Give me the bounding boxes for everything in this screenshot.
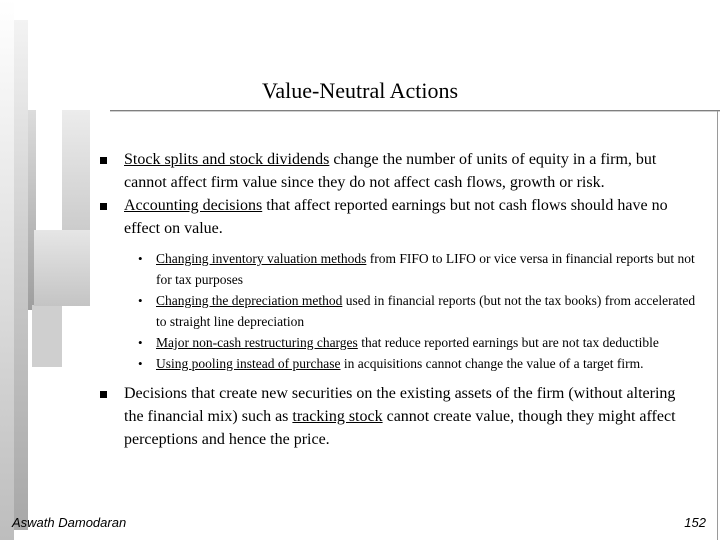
footer-author: Aswath Damodaran xyxy=(12,515,127,530)
right-border-line xyxy=(717,111,718,540)
side-bar-shade xyxy=(34,230,90,306)
side-bar-shade xyxy=(32,305,62,367)
bullet-text: that affect reported earnings but not cash flows should have no effect on value. xyxy=(124,197,668,237)
sub-bullet-underlined-text: Major non-cash restructuring charges xyxy=(156,335,358,350)
bullet-text: cannot create value, though they might affect perceptions and hence the price. xyxy=(124,408,676,448)
bullet-item xyxy=(96,148,696,194)
bullet-text: change the number of units of equity in a firm, but cannot affect firm value since they do not affect cash flows, growth or risk. xyxy=(124,151,657,191)
bullet-item xyxy=(96,194,696,240)
sub-bullet-text: that reduce reported earnings but are not tax deductible xyxy=(357,335,659,350)
sub-bullet-underlined-text: Using pooling instead of purchase xyxy=(156,356,341,371)
bullet-underlined-text: tracking stock xyxy=(292,408,383,425)
sub-bullet-text: used in financial reports (but not the tax books) from accelerated to straight line depreciation xyxy=(156,293,696,329)
side-bar-shade xyxy=(62,110,90,230)
sub-bullet-item xyxy=(96,332,696,353)
sub-bullet-item xyxy=(96,248,696,290)
sub-bullet-list xyxy=(96,248,696,374)
slide-title: Value-Neutral Actions xyxy=(261,78,459,103)
square-bullet-icon xyxy=(100,157,107,164)
page-number: 152 xyxy=(684,515,706,530)
sub-bullet-underlined-text: Changing the depreciation method xyxy=(156,293,343,308)
sub-bullet-item xyxy=(96,353,696,374)
sub-bullet-text: from FIFO to LIFO or vice versa in financial reports but not for tax purposes xyxy=(156,251,695,287)
title-divider xyxy=(110,110,720,111)
square-bullet-icon xyxy=(100,391,107,398)
bullet-item xyxy=(96,382,696,451)
bullet-underlined-text: Accounting decisions xyxy=(124,197,263,214)
slide-body xyxy=(96,148,696,451)
dot-bullet-icon: • xyxy=(138,293,143,308)
sub-bullet-item xyxy=(96,290,696,332)
square-bullet-icon xyxy=(100,203,107,210)
bullet-text: Decisions that create new securities on the existing assets of the firm (without altering the financial mix) such as xyxy=(124,385,676,425)
sub-bullet-text: in acquisitions cannot change the value of a target firm. xyxy=(340,356,644,371)
dot-bullet-icon: • xyxy=(138,251,143,266)
dot-bullet-icon: • xyxy=(138,335,143,350)
dot-bullet-icon: • xyxy=(138,356,143,371)
sub-bullet-underlined-text: Changing inventory valuation methods xyxy=(156,251,367,266)
bullet-underlined-text: Stock splits and stock dividends xyxy=(124,151,330,168)
